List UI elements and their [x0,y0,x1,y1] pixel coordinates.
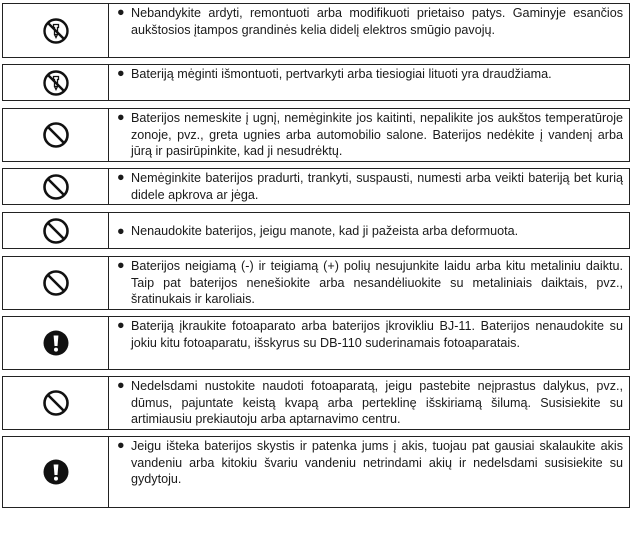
icon-cell [3,169,109,204]
warning-text-cell [109,169,629,204]
warning-text: Nebandykite ardyti, remontuoti arba modifikuoti prietaiso patys. Gaminyje esančios aukštosios įtampos grandinės kelia didelį elektros smūgio pavojų. [131,6,623,37]
icon-cell [3,65,109,100]
warning-row [2,376,630,430]
icon-cell [3,317,109,369]
warning-row [2,64,630,101]
icon-cell [3,109,109,161]
bullet: ● [117,224,125,238]
mandatory-action-icon [42,458,70,486]
warning-text: Bateriją įkraukite fotoaparato arba baterijos įkrovikliu BJ-11. Baterijos nenaudokite su jokiu kitu fotoaparatu, išskyrus su DB-110 suderinamais fotoaparatais. [131,319,623,350]
disassembly-prohibited-icon [42,17,70,45]
warning-text-cell [109,317,629,369]
warning-row [2,436,630,508]
bullet: ● [117,258,125,272]
warning-text: Nedelsdami nustokite naudoti fotoaparatą, jeigu pastebite neįprastus dalykus, pvz., dūmus, pajuntate keistą kvapą arba perteklinę išskiriamą šilumą. Susisiekite su artimiausiu prekiautoju arba aptarnavimo centru. [131,379,623,427]
icon-cell [3,257,109,309]
bullet: ● [117,438,125,452]
warning-text: Bateriją mėginti išmontuoti, pertvarkyti arba tiesiogiai lituoti yra draudžiama. [131,67,552,81]
warning-text: Baterijos neigiamą (-) ir teigiamą (+) polių nesujunkite laidu arba kitu metaliniu daiktu. Taip pat baterijos nenešiokite arba nesandėliuokite su metaliniais daiktais, pvz., šratinukais ir karoliais. [131,259,623,307]
icon-cell [3,4,109,57]
warning-text-cell [109,257,629,309]
warning-text: Baterijos nemeskite į ugnį, nemėginkite jos kaitinti, nepalikite jos aukštos temperatūroje zonoje, pvz., greta ugnies arba automobilio salone. Baterijos nedėkite į vandenį arba jūrą ir pasirūpinkite, kad ji nesudrėktų. [131,111,623,159]
warning-text: Jeigu ištekа baterijos skystis ir patenka jums į akis, tuojau pat gausiai skalaukite akis vandeniu arba kitokiu švariu vandeniu netrindami akių ir nedelsdami susisiekite su gydytoju. [131,439,623,487]
warning-row [2,108,630,162]
warning-text-cell [109,65,629,100]
bullet: ● [117,66,125,80]
icon-cell [3,377,109,429]
prohibition-icon [42,121,70,149]
warning-text-cell [109,437,629,507]
icon-cell [3,437,109,507]
bullet: ● [117,318,125,332]
warning-text: Nenaudokite baterijos, jeigu manote, kad ji pažeista arba deformuota. [131,224,519,238]
prohibition-icon [42,217,70,245]
warning-row [2,3,630,58]
bullet: ● [117,5,125,19]
prohibition-icon [42,173,70,201]
disassembly-prohibited-icon [42,69,70,97]
warning-row [2,316,630,370]
icon-cell [3,213,109,248]
mandatory-action-icon [42,329,70,357]
warning-text-cell [109,213,629,248]
bullet: ● [117,110,125,124]
warning-text-cell [109,109,629,161]
warning-row [2,212,630,249]
prohibition-icon [42,269,70,297]
warning-text-cell [109,4,629,57]
warning-text: Nemėginkite baterijos pradurti, trankyti, suspausti, numesti arba veikti bateriją bet kurią didele apkrova ar jėga. [131,171,623,202]
warning-row [2,168,630,205]
bullet: ● [117,170,125,184]
prohibition-icon [42,389,70,417]
bullet: ● [117,378,125,392]
warning-text-cell [109,377,629,429]
warning-row [2,256,630,310]
